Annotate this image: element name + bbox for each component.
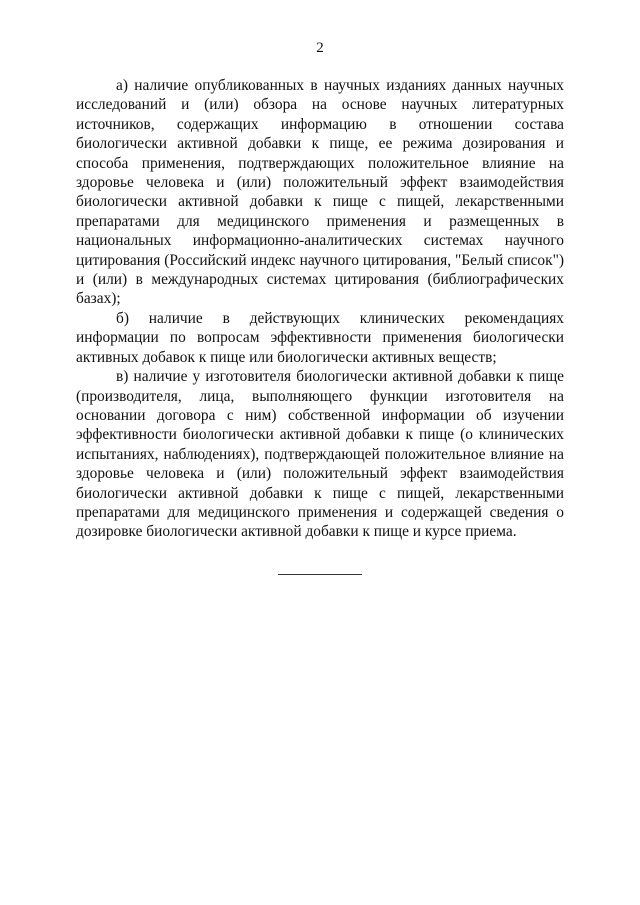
paragraph-a: а) наличие опубликованных в научных изданиях данных научных исследований и (или) обзора на основе научных литературных источников, содержащих информацию в отношении состава биологически активной добавки к пище, ее режима дозирования и способа применения, подтверждающих положительное влияние на здоровье человека и (или) положительный эффект взаимодействия биологически активной добавки к пище с пищей, лекарственными препаратами для медицинского применения и размещенных в национальных информационно-аналитических системах научного цитирования (Российский индекс научного цитирования, "Белый список") и (или) в международных системах цитирования (библиографических базах); [76, 77, 564, 308]
paragraph-b: б) наличие в действующих клинических рекомендациях информации по вопросам эффективности применения биологически активных добавок к пище или биологически активных веществ; [76, 309, 564, 366]
end-of-text-divider [278, 574, 362, 575]
document-body [76, 76, 564, 542]
page-number: 2 [316, 40, 324, 56]
paragraph-c: в) наличие у изготовителя биологически активной добавки к пище (производителя, лица, выполняющего функции изготовителя на основании договора с ним) собственной информации об изучении эффективности биологически активной добавки к пище (о клинических испытаниях, наблюдениях), подтверждающей положительное влияние на здоровье человека и (или) положительный эффект взаимодействия биологически активной добавки к пище с пищей, лекарственными препаратами для медицинского применения и содержащей сведения о дозировке биологически активной добавки к пище и курсе приема. [76, 368, 564, 541]
